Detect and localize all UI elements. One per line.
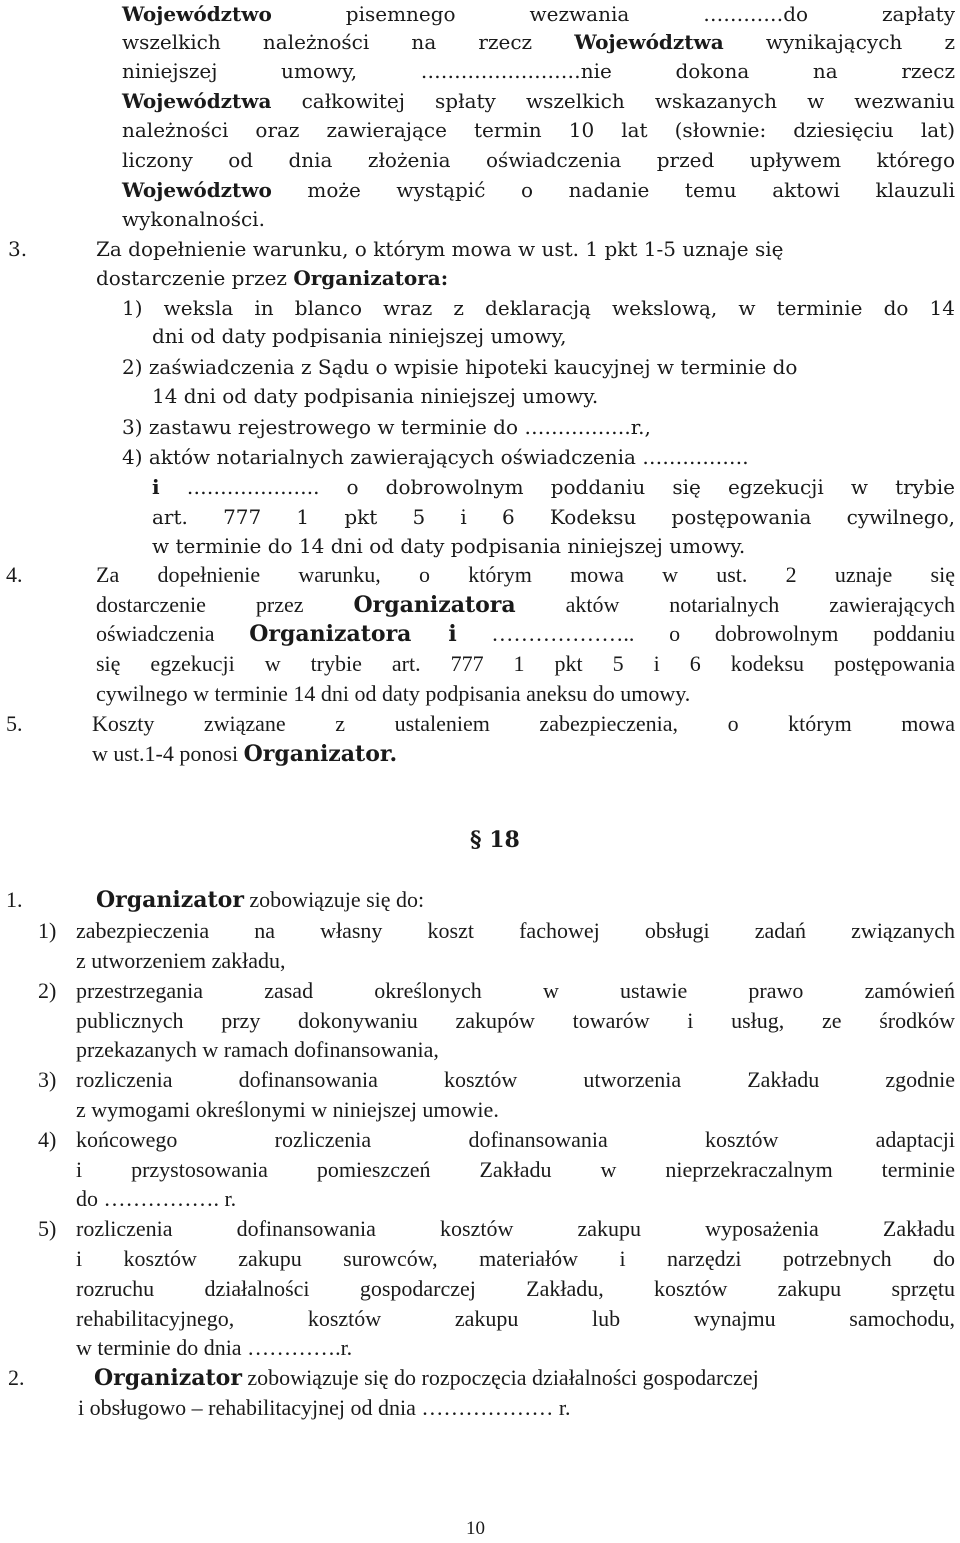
s18-item-5-number: 5) (38, 1216, 57, 1241)
s18-item-3b: z wymogami określonymi w niniejszej umowie. (76, 1097, 499, 1122)
p5-number: 5. (6, 711, 23, 736)
p3-item-1a: 1) weksla in blanco wraz z deklaracją wekslową, w terminie do 14 (122, 296, 955, 320)
p3-item-1b: dni od daty podpisania niniejszej umowy, (152, 324, 567, 348)
top-line-1: Województwo pisemnego wezwania …………do zapłaty (122, 2, 955, 26)
s18-item-4c: do ……………. r. (76, 1186, 237, 1211)
p4-line-5: cywilnego w terminie 14 dni od daty podpisania aneksu do umowy. (96, 681, 691, 706)
p4-line-4: się egzekucji w trybie art. 777 1 pkt 5 i 6 kodeksu postępowania (96, 651, 955, 676)
p3-line-2: dostarczenie przez Organizatora: (96, 266, 449, 290)
s18-p2-line-1: Organizator zobowiązuje się do rozpoczęcia działalności gospodarczej (94, 1365, 759, 1391)
p3-item-3: 3) zastawu rejestrowego w terminie do …………….r., (122, 415, 651, 439)
section-heading: § 18 (470, 827, 520, 853)
s18-item-3-number: 3) (38, 1067, 57, 1092)
p3-line-1: Za dopełnienie warunku, o którym mowa w ust. 1 pkt 1-5 uznaje się (96, 237, 784, 261)
s18-p1-number: 1. (6, 887, 23, 912)
top-line-2: wszelkich należności na rzecz Województwa wynikających z (122, 30, 955, 54)
p5-line-1: Koszty związane z ustaleniem zabezpieczenia, o którym mowa (92, 711, 955, 736)
p3-item-2b: 14 dni od daty podpisania niniejszej umowy. (152, 384, 599, 408)
p4-line-1: Za dopełnienie warunku, o którym mowa w ust. 2 uznaje się (96, 562, 955, 587)
s18-item-5d: rehabilitacyjnego, kosztów zakupu lub wynajmu samochodu, (76, 1306, 955, 1331)
s18-p1-intro: Organizator zobowiązuje się do: (96, 887, 425, 913)
s18-item-5e: w terminie do dnia ………….r. (76, 1335, 353, 1360)
s18-item-5a: rozliczenia dofinansowania kosztów zakupu wyposażenia Zakładu (76, 1216, 955, 1241)
s18-item-1b: z utworzeniem zakładu, (76, 948, 286, 973)
p4-line-3: oświadczenia Organizatora i ……………….. o dobrowolnym poddaniu (96, 621, 955, 647)
s18-item-2-number: 2) (38, 978, 57, 1003)
s18-p2-number: 2. (8, 1365, 25, 1390)
p3-item-4d: w terminie do 14 dni od daty podpisania niniejszej umowy. (152, 534, 746, 558)
top-line-4: Województwa całkowitej spłaty wszelkich wskazanych w wezwaniu (122, 89, 955, 113)
p3-number: 3. (8, 237, 28, 261)
top-line-6: liczony od dnia złożenia oświadczenia przed upływem którego (122, 148, 955, 172)
top-line-3: niniejszej umowy, ……………………nie dokona na rzecz (122, 59, 955, 83)
s18-item-5b: i kosztów zakupu surowców, materiałów i narzędzi potrzebnych do (76, 1246, 955, 1271)
p3-item-4b: i ……………….. o dobrowolnym poddaniu się egzekucji w trybie (152, 475, 955, 499)
s18-item-4-number: 4) (38, 1127, 57, 1152)
s18-item-1a: zabezpieczenia na własny koszt fachowej obsługi zadań związanych (76, 918, 955, 943)
s18-p2-line-2: i obsługowo – rehabilitacyjnej od dnia ……………… r. (78, 1395, 571, 1420)
top-line-7: Województwo może wystąpić o nadanie temu aktowi klauzuli (122, 178, 955, 202)
p4-line-2: dostarczenie przez Organizatora aktów notarialnych zawierających (96, 592, 955, 618)
s18-item-2c: przekazanych w ramach dofinansowania, (76, 1037, 439, 1062)
s18-item-3a: rozliczenia dofinansowania kosztów utworzenia Zakładu zgodnie (76, 1067, 955, 1092)
s18-item-2a: przestrzegania zasad określonych w ustawie prawo zamówień (76, 978, 955, 1003)
s18-item-4a: końcowego rozliczenia dofinansowania kosztów adaptacji (76, 1127, 955, 1152)
s18-item-2b: publicznych przy dokonywaniu zakupów towarów i usług, ze środków (76, 1008, 955, 1033)
p3-item-4a: 4) aktów notarialnych zawierających oświadczenia ……………. (122, 445, 749, 469)
s18-item-4b: i przystosowania pomieszczeń Zakładu w nieprzekraczalnym terminie (76, 1157, 955, 1182)
p3-item-4c: art. 777 1 pkt 5 i 6 Kodeksu postępowania cywilnego, (152, 505, 955, 529)
top-line-5: należności oraz zawierające termin 10 lat (słownie: dziesięciu lat) (122, 118, 955, 142)
p3-item-2a: 2) zaświadczenia z Sądu o wpisie hipoteki kaucyjnej w terminie do (122, 355, 798, 379)
s18-item-5c: rozruchu działalności gospodarczej Zakładu, kosztów zakupu sprzętu (76, 1276, 955, 1301)
p5-line-2: w ust.1-4 ponosi Organizator. (92, 741, 398, 767)
s18-item-1-number: 1) (38, 918, 57, 943)
p4-number: 4. (6, 562, 23, 587)
page-number: 10 (466, 1518, 485, 1539)
top-line-8: wykonalności. (122, 207, 265, 231)
